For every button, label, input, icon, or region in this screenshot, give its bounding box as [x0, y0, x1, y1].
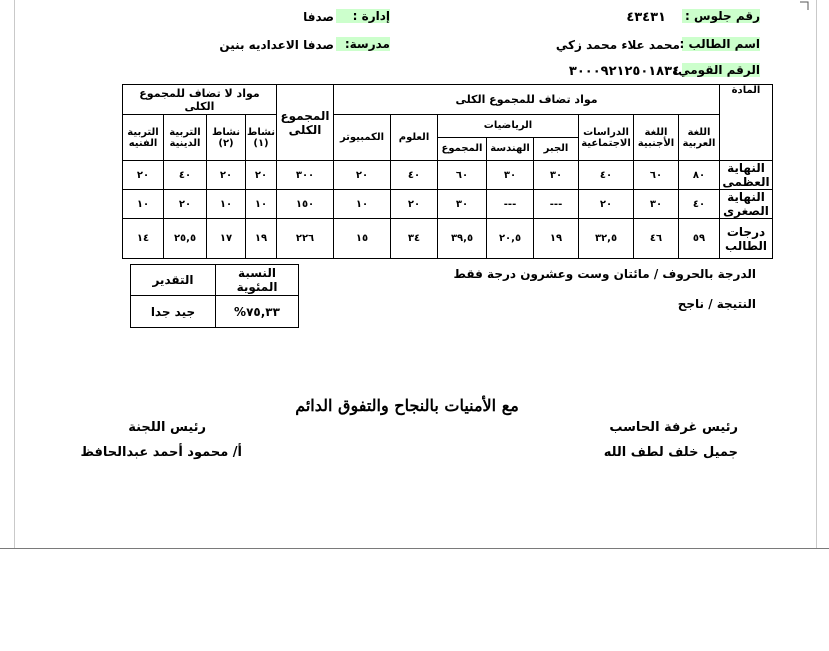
corner-arrow-icon: [798, 0, 812, 14]
cell-science: ٤٠: [391, 161, 438, 190]
national-id-label: الرقم القومي:: [673, 63, 760, 77]
table-row: [123, 190, 773, 219]
percentage-header: النسبة المئوية: [216, 265, 299, 296]
cell-algebra: ١٩: [534, 219, 579, 259]
row-label: درجات الطالب: [720, 219, 773, 259]
cell-total: ٣٠٠: [277, 161, 334, 190]
national-id-value: ٣٠٠٠٩٢١٢٥٠١٨٣٤: [568, 64, 680, 79]
cell-algebra: ٣٠: [534, 161, 579, 190]
cell-computer: ١٠: [334, 190, 391, 219]
cell-social: ٣٢,٥: [579, 219, 634, 259]
geometry-header: الهندسة: [486, 138, 533, 160]
committee-head-title: رئيس اللجنة: [128, 420, 206, 435]
cell-arabic: ٥٩: [679, 219, 720, 259]
math-total-header: المجموع: [441, 143, 483, 154]
student-value: محمد علاء محمد زكي: [555, 38, 680, 52]
cell-science: ٣٤: [391, 219, 438, 259]
result-line: النتيجة / ناجح: [677, 297, 756, 311]
table-row: [123, 161, 773, 190]
cell-algebra: ---: [534, 190, 579, 219]
row-label: النهاية الصغرى: [720, 190, 773, 219]
religion-header: التربية الدينية: [164, 115, 207, 161]
school-value: صدفا الاعداديه بنين: [219, 38, 334, 52]
school-label: مدرسة:: [336, 37, 390, 51]
foreign-header: اللغة الأجنبية: [634, 115, 679, 161]
added-group-header: مواد تضاف للمجموع الكلى: [334, 85, 720, 115]
activity1-header: نشاط (١): [246, 115, 277, 161]
not-added-group-header: مواد لا تضاف للمجموع الكلى: [123, 85, 277, 115]
activity2-header: نشاط (٢): [207, 115, 246, 161]
cell-activity1: ١٩: [246, 219, 277, 259]
cell-arabic: ٤٠: [679, 190, 720, 219]
cell-foreign: ٣٠: [634, 190, 679, 219]
cell-religion: ٢٥,٥: [164, 219, 207, 259]
cell-art: ٢٠: [123, 161, 164, 190]
cell-computer: ١٥: [334, 219, 391, 259]
cell-activity1: ١٠: [246, 190, 277, 219]
wish-line: مع الأمنيات بالنجاح والتفوق الدائم: [295, 396, 519, 415]
math-group-header: الرياضيات: [438, 115, 578, 138]
cell-activity1: ٢٠: [246, 161, 277, 190]
cell-social: ٤٠: [579, 161, 634, 190]
cell-geometry: ٣٠: [487, 161, 534, 190]
seat-value: ٤٣٤٣١: [626, 10, 666, 25]
computer-room-head-title: رئيس غرفة الحاسب: [609, 420, 738, 435]
row-label: النهاية العظمى: [720, 161, 773, 190]
computer-room-head-name: جميل خلف لطف الله: [603, 445, 738, 460]
cell-science: ٢٠: [391, 190, 438, 219]
cell-math-total: ٣٠: [438, 190, 487, 219]
admin-label: إدارة :: [336, 9, 390, 23]
cell-arabic: ٨٠: [679, 161, 720, 190]
seat-label: رقم جلوس :: [682, 9, 760, 23]
admin-value: صدفا: [303, 10, 334, 24]
committee-head-name: أ/ محمود أحمد عبدالحافظ: [80, 445, 242, 460]
cell-foreign: ٤٦: [634, 219, 679, 259]
grade-header: التقدير: [131, 265, 216, 296]
grades-table: [122, 84, 773, 259]
cell-religion: ٢٠: [164, 190, 207, 219]
percentage-table: [130, 264, 299, 328]
subject-header: المادة: [720, 85, 773, 161]
computer-header: الكمبيوتر: [334, 115, 391, 161]
grade-value: جيد جدا: [131, 296, 216, 328]
page-bottom-edge: [0, 548, 829, 549]
cell-geometry: ---: [487, 190, 534, 219]
table-row: [123, 219, 773, 259]
cell-art: ١٤: [123, 219, 164, 259]
percentage-value: ٧٥,٣٣%: [216, 296, 299, 328]
cell-geometry: ٢٠,٥: [487, 219, 534, 259]
cell-total: ٢٢٦: [277, 219, 334, 259]
cell-math-total: ٦٠: [438, 161, 487, 190]
arabic-header: اللغة العربية: [679, 115, 720, 161]
cell-social: ٢٠: [579, 190, 634, 219]
cell-activity2: ١٧: [207, 219, 246, 259]
math-header-cell: [438, 115, 579, 161]
cell-activity2: ١٠: [207, 190, 246, 219]
social-header: الدراسات الاجتماعية: [579, 115, 634, 161]
cell-math-total: ٣٩,٥: [438, 219, 487, 259]
student-label: اسم الطالب :: [679, 37, 760, 51]
cell-total: ١٥٠: [277, 190, 334, 219]
cell-activity2: ٢٠: [207, 161, 246, 190]
art-header: التربية الفنيه: [123, 115, 164, 161]
total-header: المجموع الكلى: [277, 85, 334, 161]
cell-art: ١٠: [123, 190, 164, 219]
cell-computer: ٢٠: [334, 161, 391, 190]
cell-foreign: ٦٠: [634, 161, 679, 190]
science-header: العلوم: [391, 115, 438, 161]
algebra-header: الجبر: [533, 138, 578, 160]
cell-religion: ٤٠: [164, 161, 207, 190]
grade-in-letters: الدرجة بالحروف / مائتان وست وعشرون درجة فقط: [453, 267, 756, 281]
